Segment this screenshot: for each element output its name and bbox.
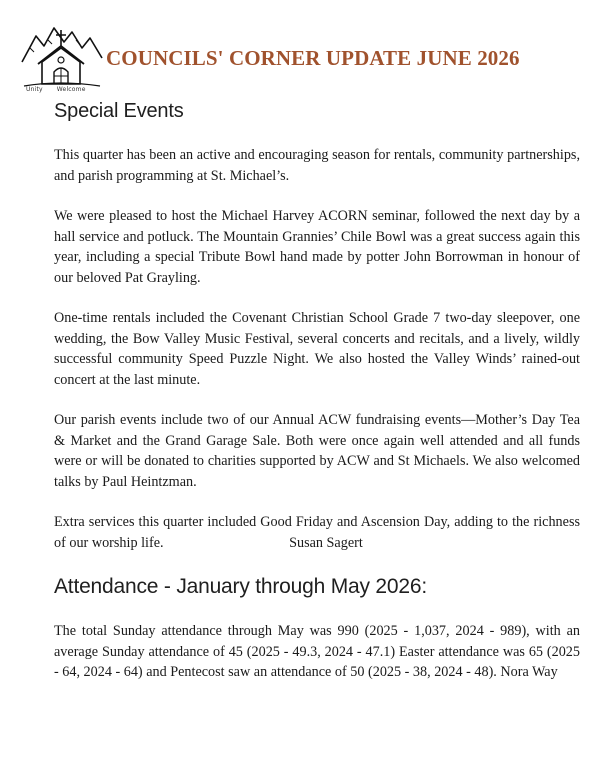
special-events-paragraph: We were pleased to host the Michael Harvey ACORN seminar, followed the next day by a hall service and potluck. The Mountain Grannies’ Chile Bowl was a great success again this year, including a special Tribute Bowl hand made by potter John Borrowman in honour of our beloved Pat Grayling. bbox=[54, 208, 580, 286]
special-events-signature: Susan Sagert bbox=[289, 534, 363, 551]
logo-caption bbox=[26, 86, 86, 93]
special-events-paragraph: Our parish events include two of our Annual ACW fundraising events—Mother’s Day Tea & Market and the Grand Garage Sale. Both were once again well attended and all funds were or will be donated to charities supported by ACW and St Michaels. We also welcomed talks by Paul Heintzman. bbox=[54, 412, 580, 490]
special-events-closing-paragraph bbox=[54, 512, 580, 553]
special-events-paragraph: One-time rentals included the Covenant Christian School Grade 7 two-day sleepover, one wedding, the Bow Valley Music Festival, several concerts and recitals, and a lively, wildly successful community Speed Puzzle Night. We also hosted the Valley Winds’ rained-out concert at the last minute. bbox=[54, 310, 580, 388]
document-title: COUNCILS' CORNER UPDATE JUNE 2026 bbox=[106, 46, 520, 70]
attendance-paragraph bbox=[54, 621, 580, 683]
document-body bbox=[54, 100, 580, 703]
special-events-paragraph: This quarter has been an active and encouraging season for rentals, community partnerships, and parish programming at St. Michael’s. bbox=[54, 147, 580, 184]
special-events-closing-text: Extra services this quarter included Good Friday and Ascension Day, adding to the richness of our worship life. bbox=[54, 514, 580, 551]
page-header bbox=[20, 18, 580, 102]
logo-caption-right: Welcome bbox=[56, 86, 86, 93]
attendance-heading: Attendance - January through May 2026: bbox=[54, 575, 427, 598]
attendance-text: The total Sunday attendance through May was 990 (2025 - 1,037, 2024 - 989), with an average Sunday attendance of 45 (2025 - 49.3, 2024 - 47.1) Easter attendance was 65 (2025 - 64, 2024 - 64) and Pentecost saw an attendance of 50 (2025 - 38, 2024 - 48). bbox=[54, 623, 580, 680]
special-events-heading: Special Events bbox=[54, 100, 184, 122]
attendance-signature: Nora Way bbox=[500, 664, 558, 680]
logo-caption-left: Unity bbox=[26, 86, 43, 93]
church-mountains-logo bbox=[20, 18, 104, 98]
